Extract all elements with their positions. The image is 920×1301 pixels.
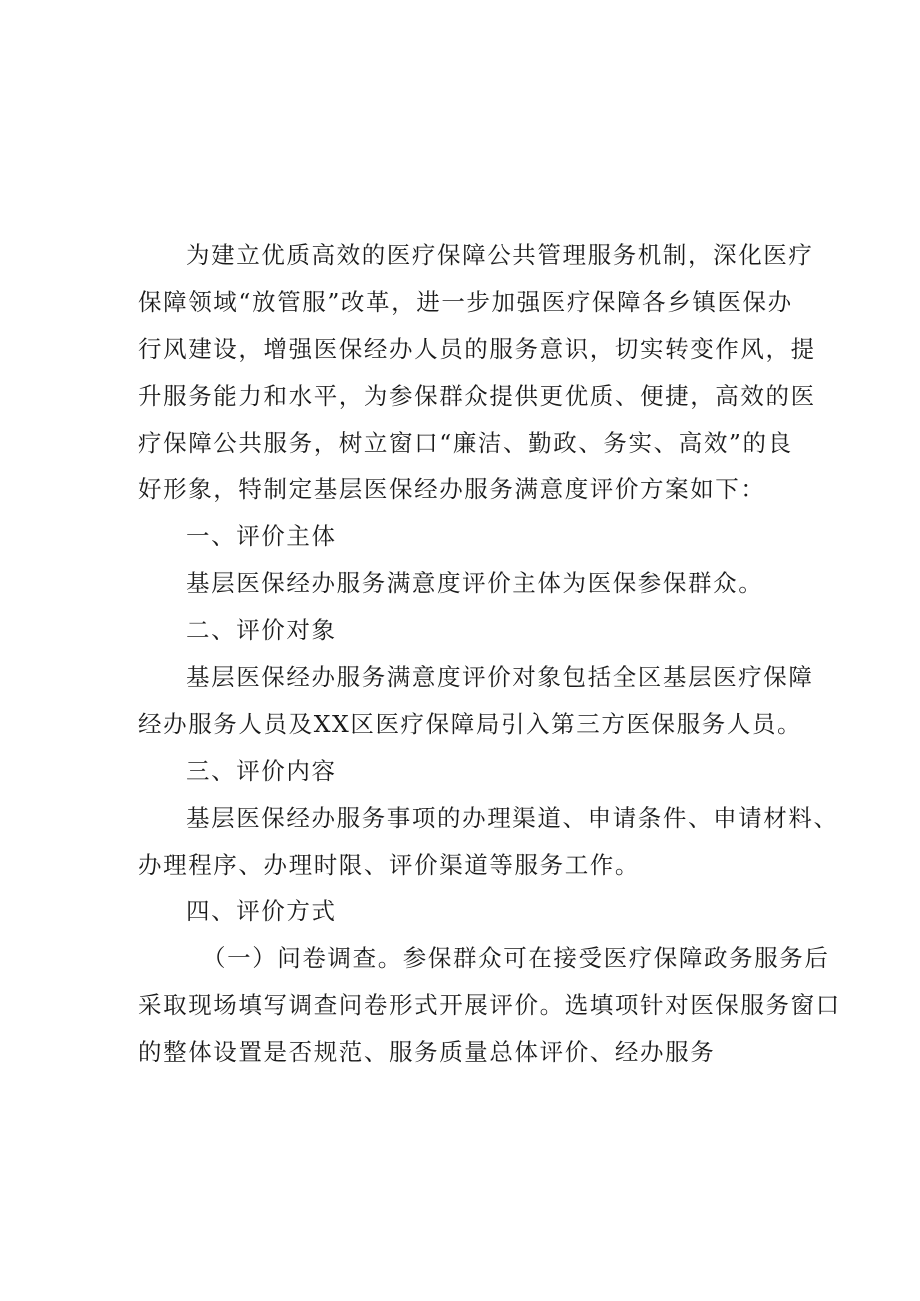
intro-paragraph-line-6: 好形象，特制定基层医保经办服务满意度评价方案如下： [138,475,766,504]
intro-paragraph-line-2: 保障领域“放管服”改革，进一步加强医疗保障各乡镇医保办 [138,287,793,316]
intro-paragraph-line-5: 疗保障公共服务，树立窗口“廉洁、勤政、务实、高效”的良 [138,428,793,457]
section-3-text-line-2: 办理程序、办理时限、评价渠道等服务工作。 [138,850,640,879]
section-4-text-line-1: （一）问卷调查。参保群众可在接受医疗保障政务服务后 [202,944,830,973]
section-heading-3: 三、评价内容 [186,756,337,785]
section-4-text-line-2: 采取现场填写调查问卷形式开展评价。选填项针对医保服务窗口 [138,991,841,1020]
section-1-text: 基层医保经办服务满意度评价主体为医保参保群众。 [186,569,764,598]
document-body [138,232,841,1076]
intro-paragraph-line-3: 行风建设，增强医保经办人员的服务意识，切实转变作风，提 [138,334,816,363]
section-2-text-line-2: 经办服务人员及XX区医疗保障局引入第三方医保服务人员。 [138,709,803,738]
section-4-text-line-3: 的整体设置是否规范、服务质量总体评价、经办服务 [138,1038,716,1067]
section-3-text-line-1: 基层医保经办服务事项的办理渠道、申请条件、申请材料、 [186,803,839,832]
intro-paragraph-line-1: 为建立优质高效的医疗保障公共管理服务机制，深化医疗 [186,241,814,269]
intro-paragraph-line-4: 升服务能力和水平，为参保群众提供更优质、便捷，高效的医 [138,381,816,410]
section-2-text-line-1: 基层医保经办服务满意度评价对象包括全区基层医疗保障 [186,663,814,692]
section-heading-4: 四、评价方式 [186,897,337,926]
section-heading-1: 一、评价主体 [186,522,337,551]
section-heading-2: 二、评价对象 [186,616,337,645]
